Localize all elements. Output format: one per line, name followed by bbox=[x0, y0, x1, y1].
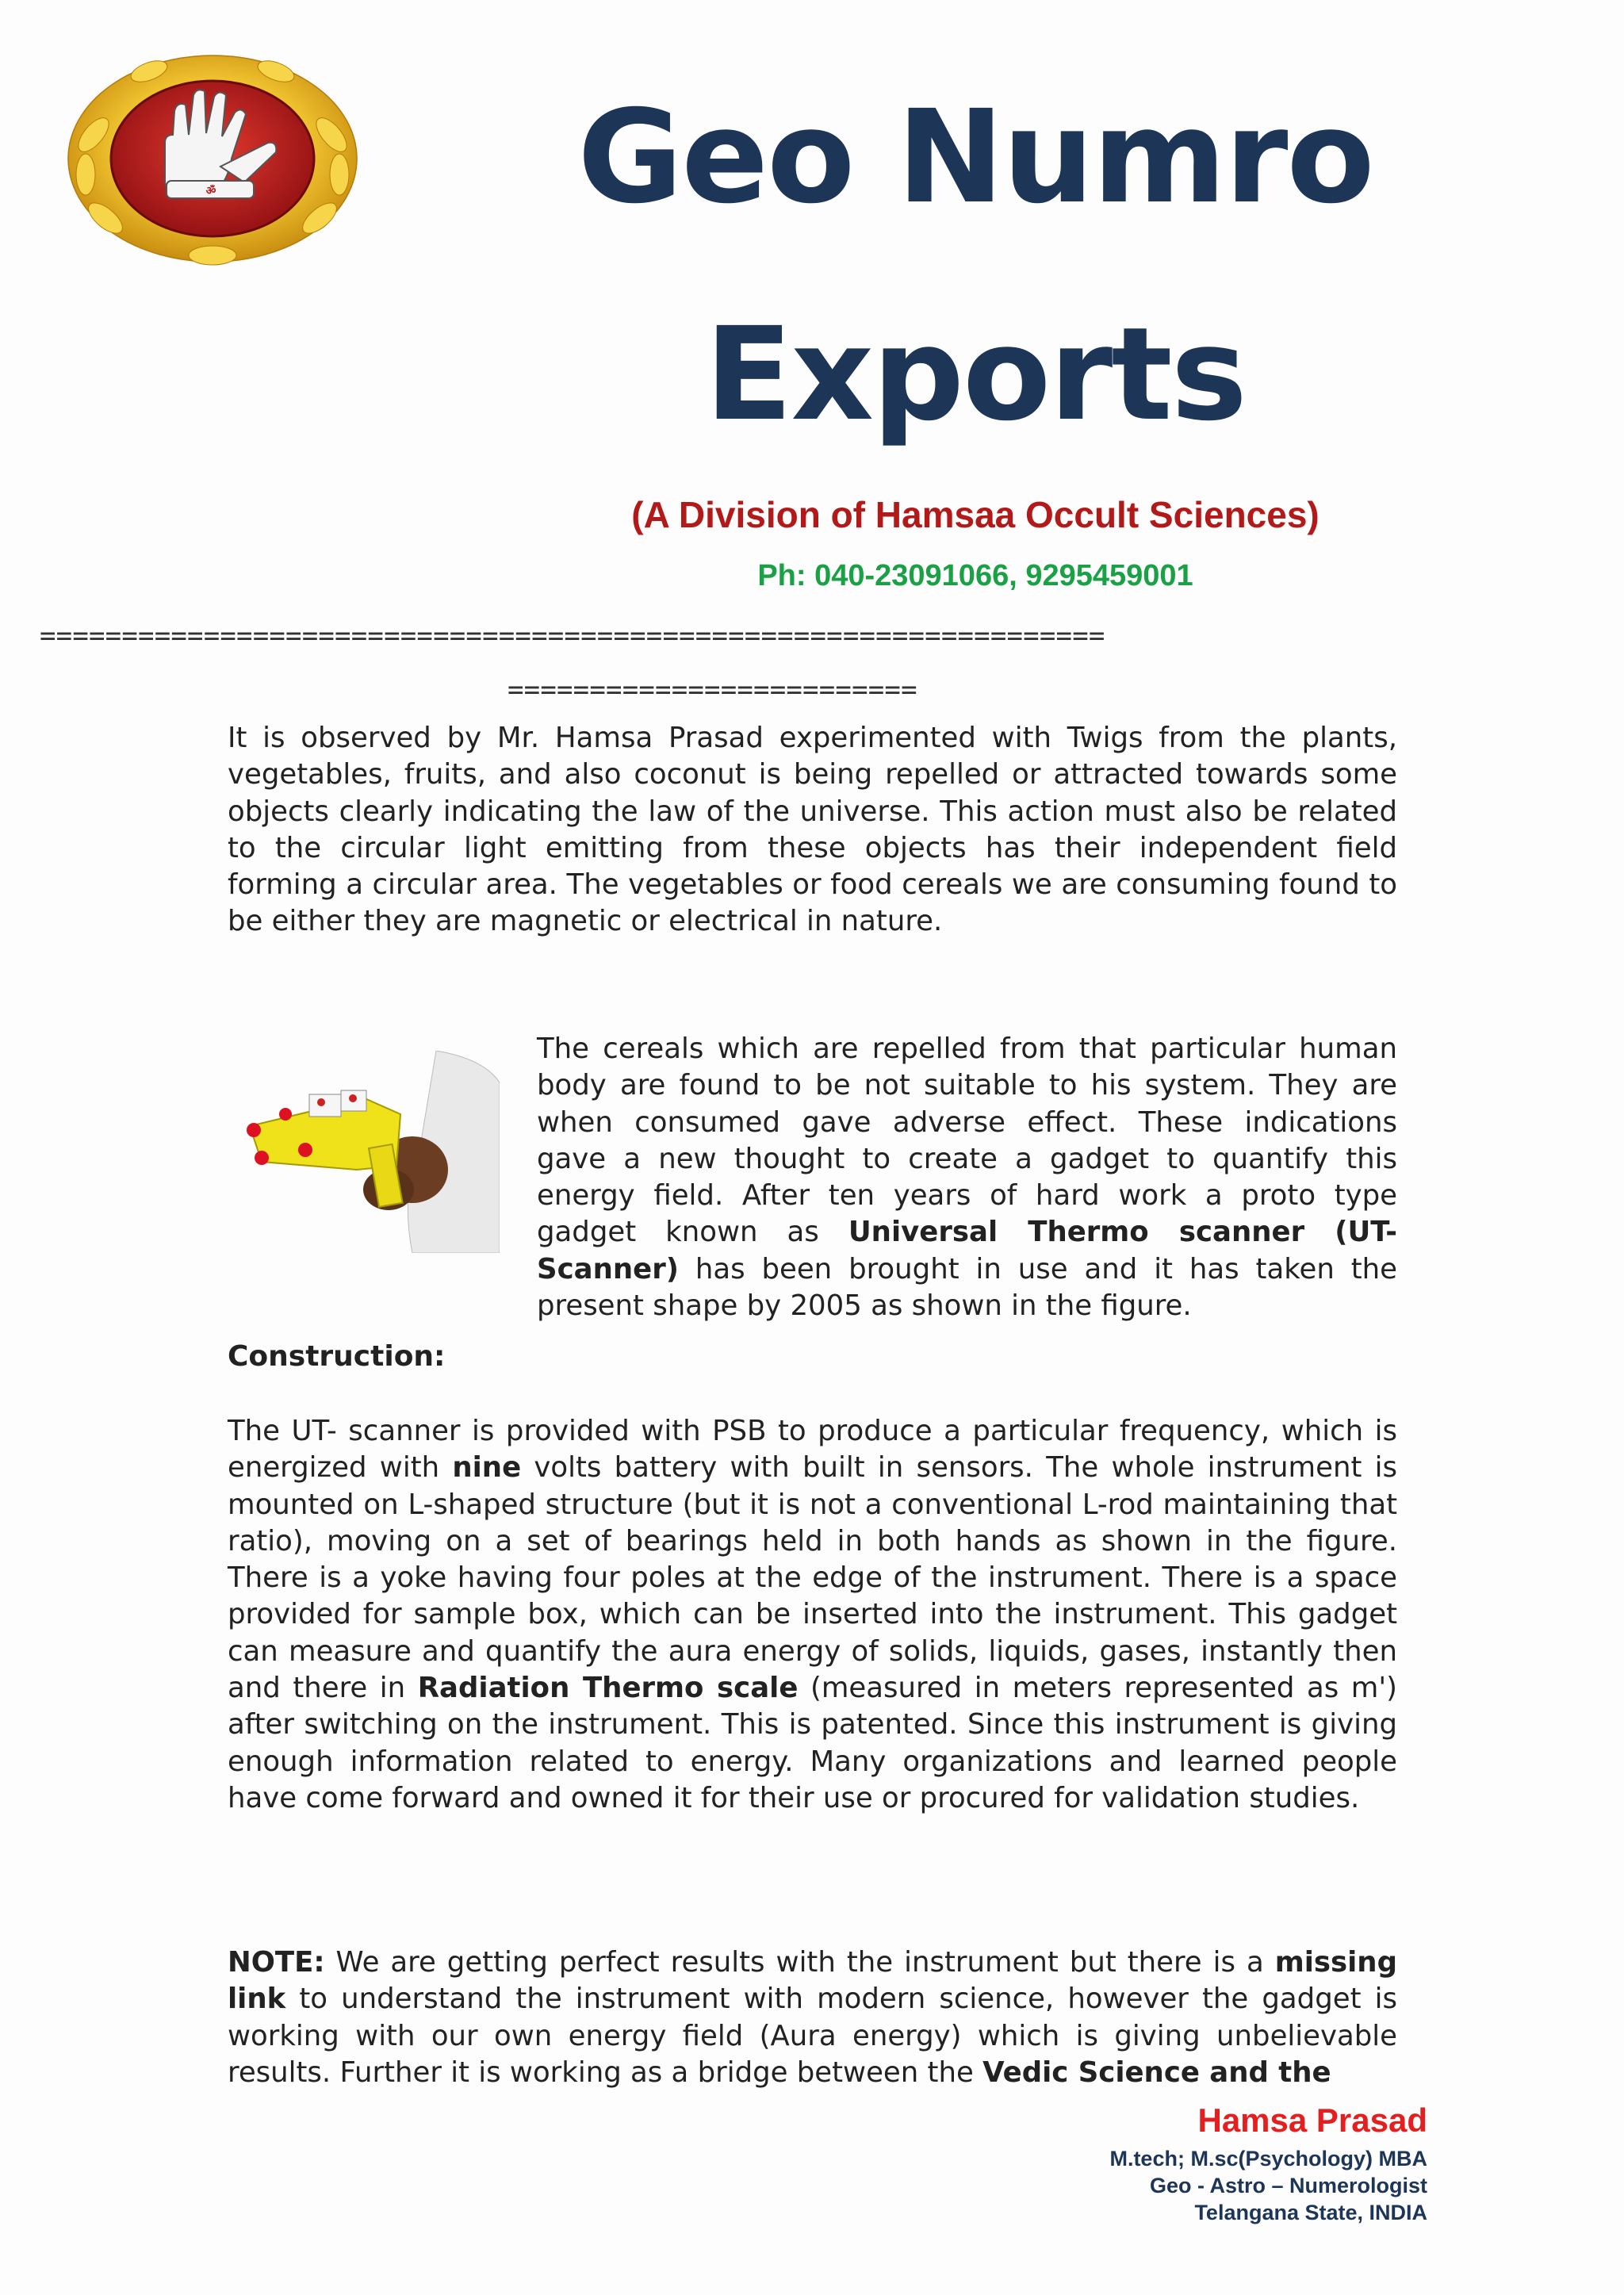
note-paragraph bbox=[228, 1944, 1397, 2091]
battery-volts: nine bbox=[452, 1451, 522, 1485]
svg-text:ॐ: ॐ bbox=[205, 185, 216, 197]
company-logo bbox=[62, 48, 363, 270]
note-label: NOTE: bbox=[228, 1946, 325, 1979]
construction-heading: Construction: bbox=[228, 1340, 446, 1373]
radiation-scale: Radiation Thermo scale bbox=[417, 1672, 799, 1705]
note-text: We are getting perfect results with the instrument but there is a bbox=[324, 1946, 1275, 1979]
page-title-line2: Exports bbox=[704, 301, 1247, 450]
signature-profession: Geo - Astro – Numerologist bbox=[1149, 2174, 1427, 2197]
missing-link: missing link bbox=[228, 1946, 1397, 2016]
construction-text: The UT- scanner is provided with PSB to produce a particular frequency, which is energized with bbox=[228, 1415, 1397, 1485]
division-subtitle: (A Division of Hamsaa Occult Sciences) bbox=[631, 494, 1320, 535]
construction-paragraph bbox=[228, 1413, 1397, 1817]
signature-name: Hamsa Prasad bbox=[1197, 2102, 1427, 2139]
hand-emblem-icon bbox=[62, 48, 363, 270]
scanner-name: Universal Thermo scanner (UT-Scanner) bbox=[537, 1216, 1397, 1285]
vedic-science: Vedic Science and the bbox=[982, 2056, 1331, 2089]
page-title-line1: Geo Numro bbox=[577, 83, 1373, 232]
ut-scanner-figure bbox=[230, 1051, 500, 1253]
scanner-paragraph bbox=[537, 1031, 1397, 1324]
scanner-text-end: has been brought in use and it has taken the present shape by 2005 as shown in the figure. bbox=[537, 1252, 1397, 1323]
intro-paragraph: It is observed by Mr. Hamsa Prasad experimented with Twigs from the plants, vegetables, fruits, and also coconut is being repelled or attracted towards some objects clearly indicating the law of the universe. This action must also be related to the circular light emitting from these objects has their independent field forming a circular area. The vegetables or food cereals we are consuming found to be either they are magnetic or electrical in nature. bbox=[228, 722, 1397, 938]
note-text-mid: to understand the instrument with modern science, however the gadget is working with our own energy field (Aura energy) which is giving unbelievable results. Further it is working as a bridge between the bbox=[228, 1983, 1397, 2089]
separator-line-continued: ========================= bbox=[508, 674, 917, 706]
construction-text-mid: volts battery with built in sensors. The whole instrument is mounted on L-shaped structure (but it is not a conventional L-rod maintaining that ratio), moving on a set of bearings held in both hands as shown in the figure. There is a yoke having four poles at the edge of the instrument. There is a space provided for sample box, which can be inserted into the instrument. This gadget can measure and quantify the aura energy of solids, liquids, gases, instantly then and there in bbox=[228, 1451, 1397, 1705]
scanner-text: The cereals which are repelled from that particular human body are found to be not suitable to his system. They are when consumed gave adverse effect. These indications gave a new thought to create a gadget to quantify this energy field. After ten years of hard work a proto type gadget known as bbox=[537, 1033, 1397, 1249]
signature-location: Telangana State, INDIA bbox=[1194, 2201, 1427, 2224]
construction-text-end: (measured in meters represented as m') after switching on the instrument. This is patented. Since this instrument is giving enough information related to energy. Many organizations and learned people have come forward and owned it for their use or procured for validation studies. bbox=[228, 1672, 1397, 1814]
phone-numbers: Ph: 040-23091066, 9295459001 bbox=[757, 559, 1193, 592]
separator-line: ================================================================= bbox=[40, 620, 1105, 652]
signature-qualifications: M.tech; M.sc(Psychology) MBA bbox=[1109, 2147, 1427, 2170]
ut-scanner-gadget-icon bbox=[230, 1051, 500, 1253]
